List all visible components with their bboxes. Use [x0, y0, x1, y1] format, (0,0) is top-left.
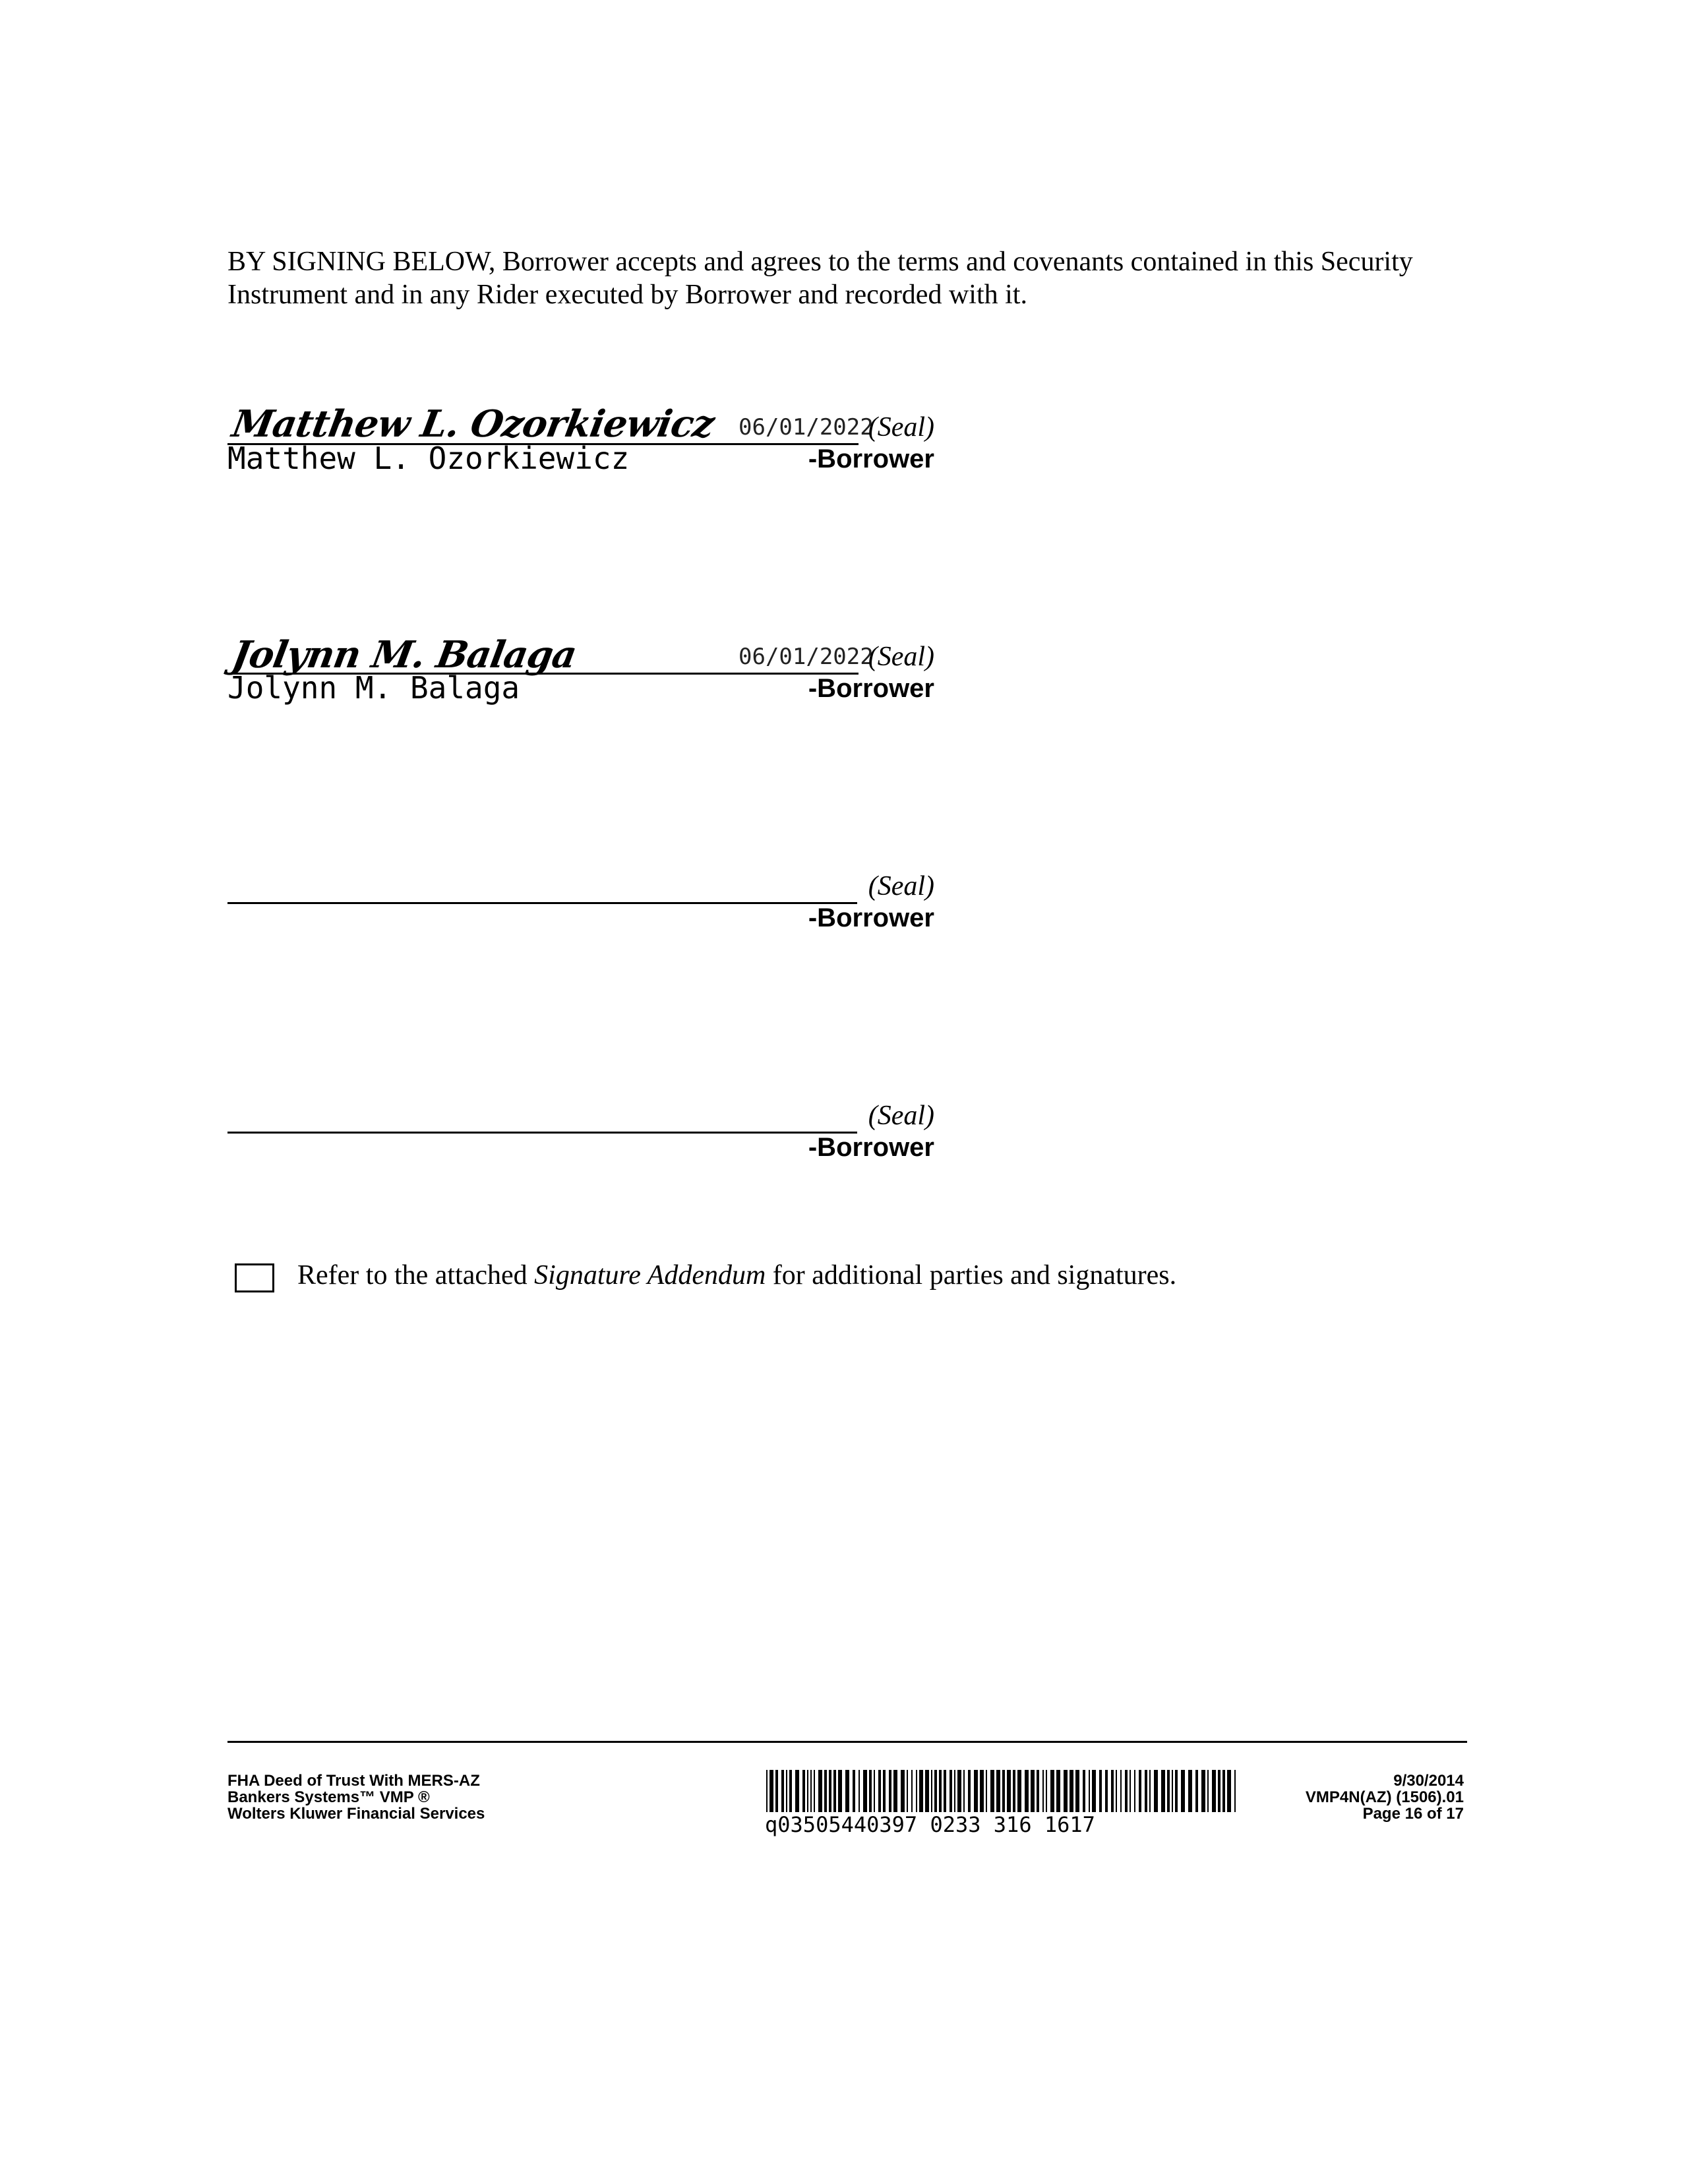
- footer-form-info: [227, 1773, 485, 1822]
- barcode-bar: [1025, 1770, 1029, 1817]
- barcode-bar: [1002, 1770, 1005, 1817]
- barcode-bar: [1017, 1770, 1021, 1817]
- barcode-bar: [1083, 1770, 1085, 1817]
- barcode-bar: [810, 1770, 812, 1817]
- barcode-bar: [1111, 1770, 1114, 1817]
- barcode-bar: [1092, 1770, 1096, 1817]
- barcode-bar: [1050, 1770, 1054, 1817]
- signature-line-4: [227, 1132, 857, 1134]
- footer-company: Wolters Kluwer Financial Services: [227, 1805, 485, 1823]
- footer-form-title: FHA Deed of Trust With MERS-AZ: [227, 1772, 480, 1790]
- barcode-bar: [986, 1770, 987, 1817]
- printed-name-1: Matthew L. Ozorkiewicz: [227, 440, 630, 476]
- seal-label-4: (Seal): [868, 1101, 934, 1131]
- signature-2: Jolynn M. Balaga: [229, 633, 580, 677]
- barcode-bar: [1099, 1770, 1102, 1817]
- signing-statement-lead: BY SIGNING BELOW,: [227, 247, 496, 277]
- barcode-bar: [795, 1770, 799, 1817]
- barcode-bar: [907, 1770, 908, 1817]
- barcode-bar: [974, 1770, 978, 1817]
- barcode-bar: [919, 1770, 923, 1817]
- seal-label-2: (Seal): [868, 642, 934, 672]
- barcode-bar: [1172, 1770, 1173, 1817]
- barcode-bar: [1042, 1770, 1044, 1817]
- barcode-bar: [925, 1770, 929, 1817]
- barcode-bar: [869, 1770, 872, 1817]
- addendum-text-emphasis: Signature Addendum: [534, 1260, 766, 1290]
- barcode-bar: [883, 1770, 886, 1817]
- signature-line-3: [227, 902, 857, 904]
- signing-statement-text: Borrower accepts and agrees to the terms and covenants contained in this Security Instrument and in any Rider executed by Borrower and recorded with it.: [227, 247, 1413, 310]
- barcode-bar: [1064, 1770, 1068, 1817]
- barcode-bar: [824, 1770, 827, 1817]
- barcode-bar: [1037, 1770, 1039, 1817]
- barcode-bar: [1070, 1770, 1073, 1817]
- barcode-bar: [878, 1770, 881, 1817]
- barcode-bar: [1201, 1770, 1205, 1817]
- barcode-bar: [775, 1770, 778, 1817]
- seal-label-3: (Seal): [868, 871, 934, 901]
- barcode-bar: [845, 1770, 849, 1817]
- barcode-bar: [1125, 1770, 1128, 1817]
- barcode-bar: [1234, 1770, 1236, 1817]
- role-label-3: -Borrower: [808, 903, 934, 932]
- barcode-bar: [1207, 1770, 1209, 1817]
- barcode-bar: [814, 1770, 815, 1817]
- signature-block-4: [227, 1091, 940, 1163]
- footer-vendor: Bankers Systems™ VMP ®: [227, 1788, 430, 1806]
- footer-form-code: VMP4N(AZ) (1506).01: [1305, 1788, 1464, 1806]
- signature-1: Matthew L. Ozorkiewicz: [229, 402, 717, 446]
- barcode-bar: [1175, 1770, 1178, 1817]
- barcode-bar: [874, 1770, 875, 1817]
- barcode-bar: [833, 1770, 836, 1817]
- barcode-bar: [863, 1770, 867, 1817]
- barcode-bar: [1075, 1770, 1079, 1817]
- barcode-bar: [893, 1770, 897, 1817]
- barcode-bar: [807, 1770, 808, 1817]
- barcode-bar: [1007, 1770, 1011, 1817]
- barcode-bar: [950, 1770, 952, 1817]
- addendum-checkbox[interactable]: [235, 1263, 274, 1292]
- barcode-bar: [1218, 1770, 1221, 1817]
- barcode-bar: [901, 1770, 905, 1817]
- barcode-bar: [1149, 1770, 1151, 1817]
- barcode-bar: [954, 1770, 955, 1817]
- barcode-bar: [1056, 1770, 1060, 1817]
- barcode-bar: [1120, 1770, 1122, 1817]
- barcode-bar: [1222, 1770, 1225, 1817]
- barcode-bar: [829, 1770, 831, 1817]
- barcode-bar: [1139, 1770, 1141, 1817]
- barcode-bar: [1145, 1770, 1147, 1817]
- barcode-bar: [1188, 1770, 1192, 1817]
- barcode-bar: [1116, 1770, 1117, 1817]
- barcode-bar: [1013, 1770, 1015, 1817]
- barcode-bar: [963, 1770, 965, 1817]
- role-label-1: -Borrower: [808, 444, 934, 473]
- signature-block-3: [227, 861, 940, 934]
- footer-form-version: [1306, 1773, 1464, 1822]
- barcode-bar: [802, 1770, 805, 1817]
- addendum-row: [235, 1259, 1290, 1299]
- barcode-bar: [1227, 1770, 1231, 1817]
- footer-date: 9/30/2014: [1393, 1772, 1464, 1790]
- barcode-bar: [1161, 1770, 1165, 1817]
- signature-block-2: [227, 632, 940, 704]
- barcode-bar: [980, 1770, 984, 1817]
- barcode-bar: [766, 1770, 768, 1817]
- signature-block-1: [227, 402, 940, 475]
- addendum-text-before: Refer to the attached: [297, 1260, 535, 1290]
- barcode-bar: [1167, 1770, 1170, 1817]
- seal-label-1: (Seal): [868, 412, 934, 442]
- barcode-bar: [769, 1770, 773, 1817]
- signature-date-1: 06/01/2022: [738, 414, 874, 440]
- barcode-bar: [1046, 1770, 1047, 1817]
- barcode-bar: [1181, 1770, 1185, 1817]
- signature-date-2: 06/01/2022: [738, 644, 874, 670]
- barcode-bar: [1130, 1770, 1131, 1817]
- barcode-bar: [1089, 1770, 1090, 1817]
- signing-statement: [227, 245, 1480, 311]
- printed-name-2: Jolynn M. Balaga: [227, 670, 520, 706]
- barcode-bar: [996, 1770, 1000, 1817]
- role-label-2: -Borrower: [808, 674, 934, 703]
- barcode-bar: [786, 1770, 787, 1817]
- barcode-bar: [1031, 1770, 1035, 1817]
- barcode-bar: [789, 1770, 792, 1817]
- barcode-bar: [944, 1770, 946, 1817]
- barcode-bar: [889, 1770, 891, 1817]
- barcode-bar: [957, 1770, 961, 1817]
- barcode-bar: [853, 1770, 855, 1817]
- barcode-bar: [1212, 1770, 1216, 1817]
- barcode-bar: [931, 1770, 932, 1817]
- role-label-4: -Borrower: [808, 1133, 934, 1162]
- barcode-bar: [934, 1770, 937, 1817]
- footer-page-number: Page 16 of 17: [1362, 1805, 1464, 1823]
- addendum-text: [297, 1259, 1176, 1291]
- barcode-bar: [911, 1770, 913, 1817]
- barcode-bar: [818, 1770, 822, 1817]
- barcode-bar: [968, 1770, 971, 1817]
- barcode-number: q03505440397 0233 316 1617: [765, 1812, 1244, 1837]
- barcode-bar: [1134, 1770, 1135, 1817]
- barcode-bar: [859, 1770, 860, 1817]
- barcode-bar: [1154, 1770, 1158, 1817]
- addendum-text-after: for additional parties and signatures.: [766, 1260, 1177, 1290]
- barcode-bar: [939, 1770, 942, 1817]
- barcode-bar: [838, 1770, 842, 1817]
- barcode-bar: [781, 1770, 784, 1817]
- barcode-bar: [1195, 1770, 1198, 1817]
- barcode-bar: [990, 1770, 994, 1817]
- barcode-bar: [1105, 1770, 1108, 1817]
- footer-divider: [227, 1741, 1467, 1743]
- barcode-bar: [916, 1770, 917, 1817]
